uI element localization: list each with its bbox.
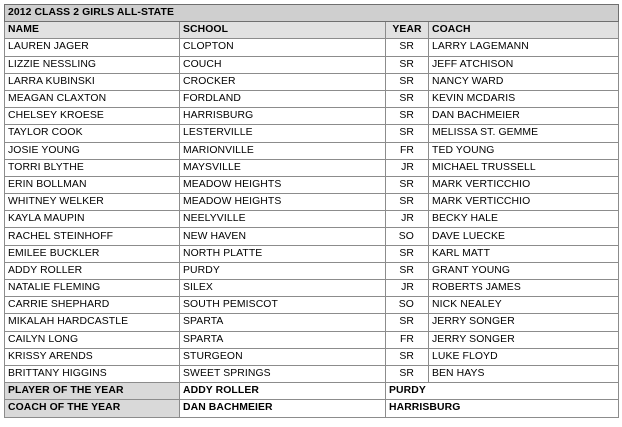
player-coach: JERRY SONGER xyxy=(429,314,619,331)
player-coach: KARL MATT xyxy=(429,245,619,262)
player-coach: LUKE FLOYD xyxy=(429,348,619,365)
player-name: EMILEE BUCKLER xyxy=(5,245,180,262)
player-coach: KEVIN MCDARIS xyxy=(429,90,619,107)
table-row xyxy=(5,365,619,382)
player-school: STURGEON xyxy=(180,348,386,365)
player-year: SO xyxy=(386,297,429,314)
player-name: CARRIE SHEPHARD xyxy=(5,297,180,314)
player-school: LESTERVILLE xyxy=(180,125,386,142)
player-year: SR xyxy=(386,262,429,279)
player-coach: MICHAEL TRUSSELL xyxy=(429,159,619,176)
player-of-year-school: PURDY xyxy=(386,383,619,400)
player-school: NEW HAVEN xyxy=(180,228,386,245)
player-coach: DAVE LUECKE xyxy=(429,228,619,245)
player-school: SWEET SPRINGS xyxy=(180,365,386,382)
player-name: LIZZIE NESSLING xyxy=(5,56,180,73)
player-name: LARRA KUBINSKI xyxy=(5,73,180,90)
player-school: MEADOW HEIGHTS xyxy=(180,194,386,211)
player-school: COUCH xyxy=(180,56,386,73)
player-coach: JERRY SONGER xyxy=(429,331,619,348)
table-row xyxy=(5,194,619,211)
table-row xyxy=(5,90,619,107)
player-year: FR xyxy=(386,142,429,159)
player-year: SR xyxy=(386,194,429,211)
table-header-row xyxy=(5,22,619,39)
table-row xyxy=(5,297,619,314)
player-name: ADDY ROLLER xyxy=(5,262,180,279)
player-coach: JEFF ATCHISON xyxy=(429,56,619,73)
header-name: NAME xyxy=(5,22,180,39)
player-name: RACHEL STEINHOFF xyxy=(5,228,180,245)
all-state-table xyxy=(4,4,619,418)
player-name: CHELSEY KROESE xyxy=(5,108,180,125)
player-name: MIKALAH HARDCASTLE xyxy=(5,314,180,331)
table-row xyxy=(5,176,619,193)
player-school: SPARTA xyxy=(180,314,386,331)
player-year: JR xyxy=(386,211,429,228)
player-year: JR xyxy=(386,280,429,297)
player-school: NORTH PLATTE xyxy=(180,245,386,262)
player-name: BRITTANY HIGGINS xyxy=(5,365,180,382)
player-name: MEAGAN CLAXTON xyxy=(5,90,180,107)
coach-of-year-name: DAN BACHMEIER xyxy=(180,400,386,417)
table-row xyxy=(5,348,619,365)
coach-of-year-row xyxy=(5,400,619,417)
coach-of-year-school: HARRISBURG xyxy=(386,400,619,417)
header-year: YEAR xyxy=(386,22,429,39)
player-coach: DAN BACHMEIER xyxy=(429,108,619,125)
header-school: SCHOOL xyxy=(180,22,386,39)
player-year: SR xyxy=(386,365,429,382)
player-year: SR xyxy=(386,90,429,107)
player-year: SR xyxy=(386,56,429,73)
player-of-year-name: ADDY ROLLER xyxy=(180,383,386,400)
player-year: SR xyxy=(386,348,429,365)
table-row xyxy=(5,245,619,262)
player-coach: BECKY HALE xyxy=(429,211,619,228)
player-of-year-row xyxy=(5,383,619,400)
table-row xyxy=(5,125,619,142)
player-year: JR xyxy=(386,159,429,176)
player-school: CLOPTON xyxy=(180,39,386,56)
player-school: SILEX xyxy=(180,280,386,297)
player-coach: BEN HAYS xyxy=(429,365,619,382)
player-coach: NANCY WARD xyxy=(429,73,619,90)
player-year: SR xyxy=(386,176,429,193)
table-row xyxy=(5,211,619,228)
player-school: SOUTH PEMISCOT xyxy=(180,297,386,314)
table-row xyxy=(5,108,619,125)
header-coach: COACH xyxy=(429,22,619,39)
player-name: NATALIE FLEMING xyxy=(5,280,180,297)
player-school: PURDY xyxy=(180,262,386,279)
player-name: KRISSY ARENDS xyxy=(5,348,180,365)
table-title-row xyxy=(5,5,619,22)
player-coach: ROBERTS JAMES xyxy=(429,280,619,297)
table-row xyxy=(5,262,619,279)
player-school: SPARTA xyxy=(180,331,386,348)
table-title: 2012 CLASS 2 GIRLS ALL-STATE xyxy=(5,5,619,22)
table-row xyxy=(5,56,619,73)
table-row xyxy=(5,228,619,245)
player-school: NEELYVILLE xyxy=(180,211,386,228)
player-coach: MELISSA ST. GEMME xyxy=(429,125,619,142)
player-school: MAYSVILLE xyxy=(180,159,386,176)
table-row xyxy=(5,280,619,297)
player-coach: NICK NEALEY xyxy=(429,297,619,314)
table-row xyxy=(5,142,619,159)
player-coach: LARRY LAGEMANN xyxy=(429,39,619,56)
player-name: KAYLA MAUPIN xyxy=(5,211,180,228)
player-year: SR xyxy=(386,314,429,331)
player-name: TORRI BLYTHE xyxy=(5,159,180,176)
player-school: HARRISBURG xyxy=(180,108,386,125)
player-year: FR xyxy=(386,331,429,348)
player-year: SR xyxy=(386,125,429,142)
table-row xyxy=(5,39,619,56)
table-row xyxy=(5,314,619,331)
player-name: TAYLOR COOK xyxy=(5,125,180,142)
player-name: ERIN BOLLMAN xyxy=(5,176,180,193)
coach-of-year-label: COACH OF THE YEAR xyxy=(5,400,180,417)
player-school: MARIONVILLE xyxy=(180,142,386,159)
player-school: CROCKER xyxy=(180,73,386,90)
player-year: SR xyxy=(386,108,429,125)
player-year: SR xyxy=(386,245,429,262)
player-coach: TED YOUNG xyxy=(429,142,619,159)
table-row xyxy=(5,159,619,176)
player-name: JOSIE YOUNG xyxy=(5,142,180,159)
player-coach: GRANT YOUNG xyxy=(429,262,619,279)
player-school: MEADOW HEIGHTS xyxy=(180,176,386,193)
player-year: SR xyxy=(386,73,429,90)
player-of-year-label: PLAYER OF THE YEAR xyxy=(5,383,180,400)
player-name: WHITNEY WELKER xyxy=(5,194,180,211)
table-row xyxy=(5,73,619,90)
player-year: SR xyxy=(386,39,429,56)
player-name: LAUREN JAGER xyxy=(5,39,180,56)
player-name: CAILYN LONG xyxy=(5,331,180,348)
player-coach: MARK VERTICCHIO xyxy=(429,176,619,193)
table-row xyxy=(5,331,619,348)
player-school: FORDLAND xyxy=(180,90,386,107)
player-coach: MARK VERTICCHIO xyxy=(429,194,619,211)
player-year: SO xyxy=(386,228,429,245)
